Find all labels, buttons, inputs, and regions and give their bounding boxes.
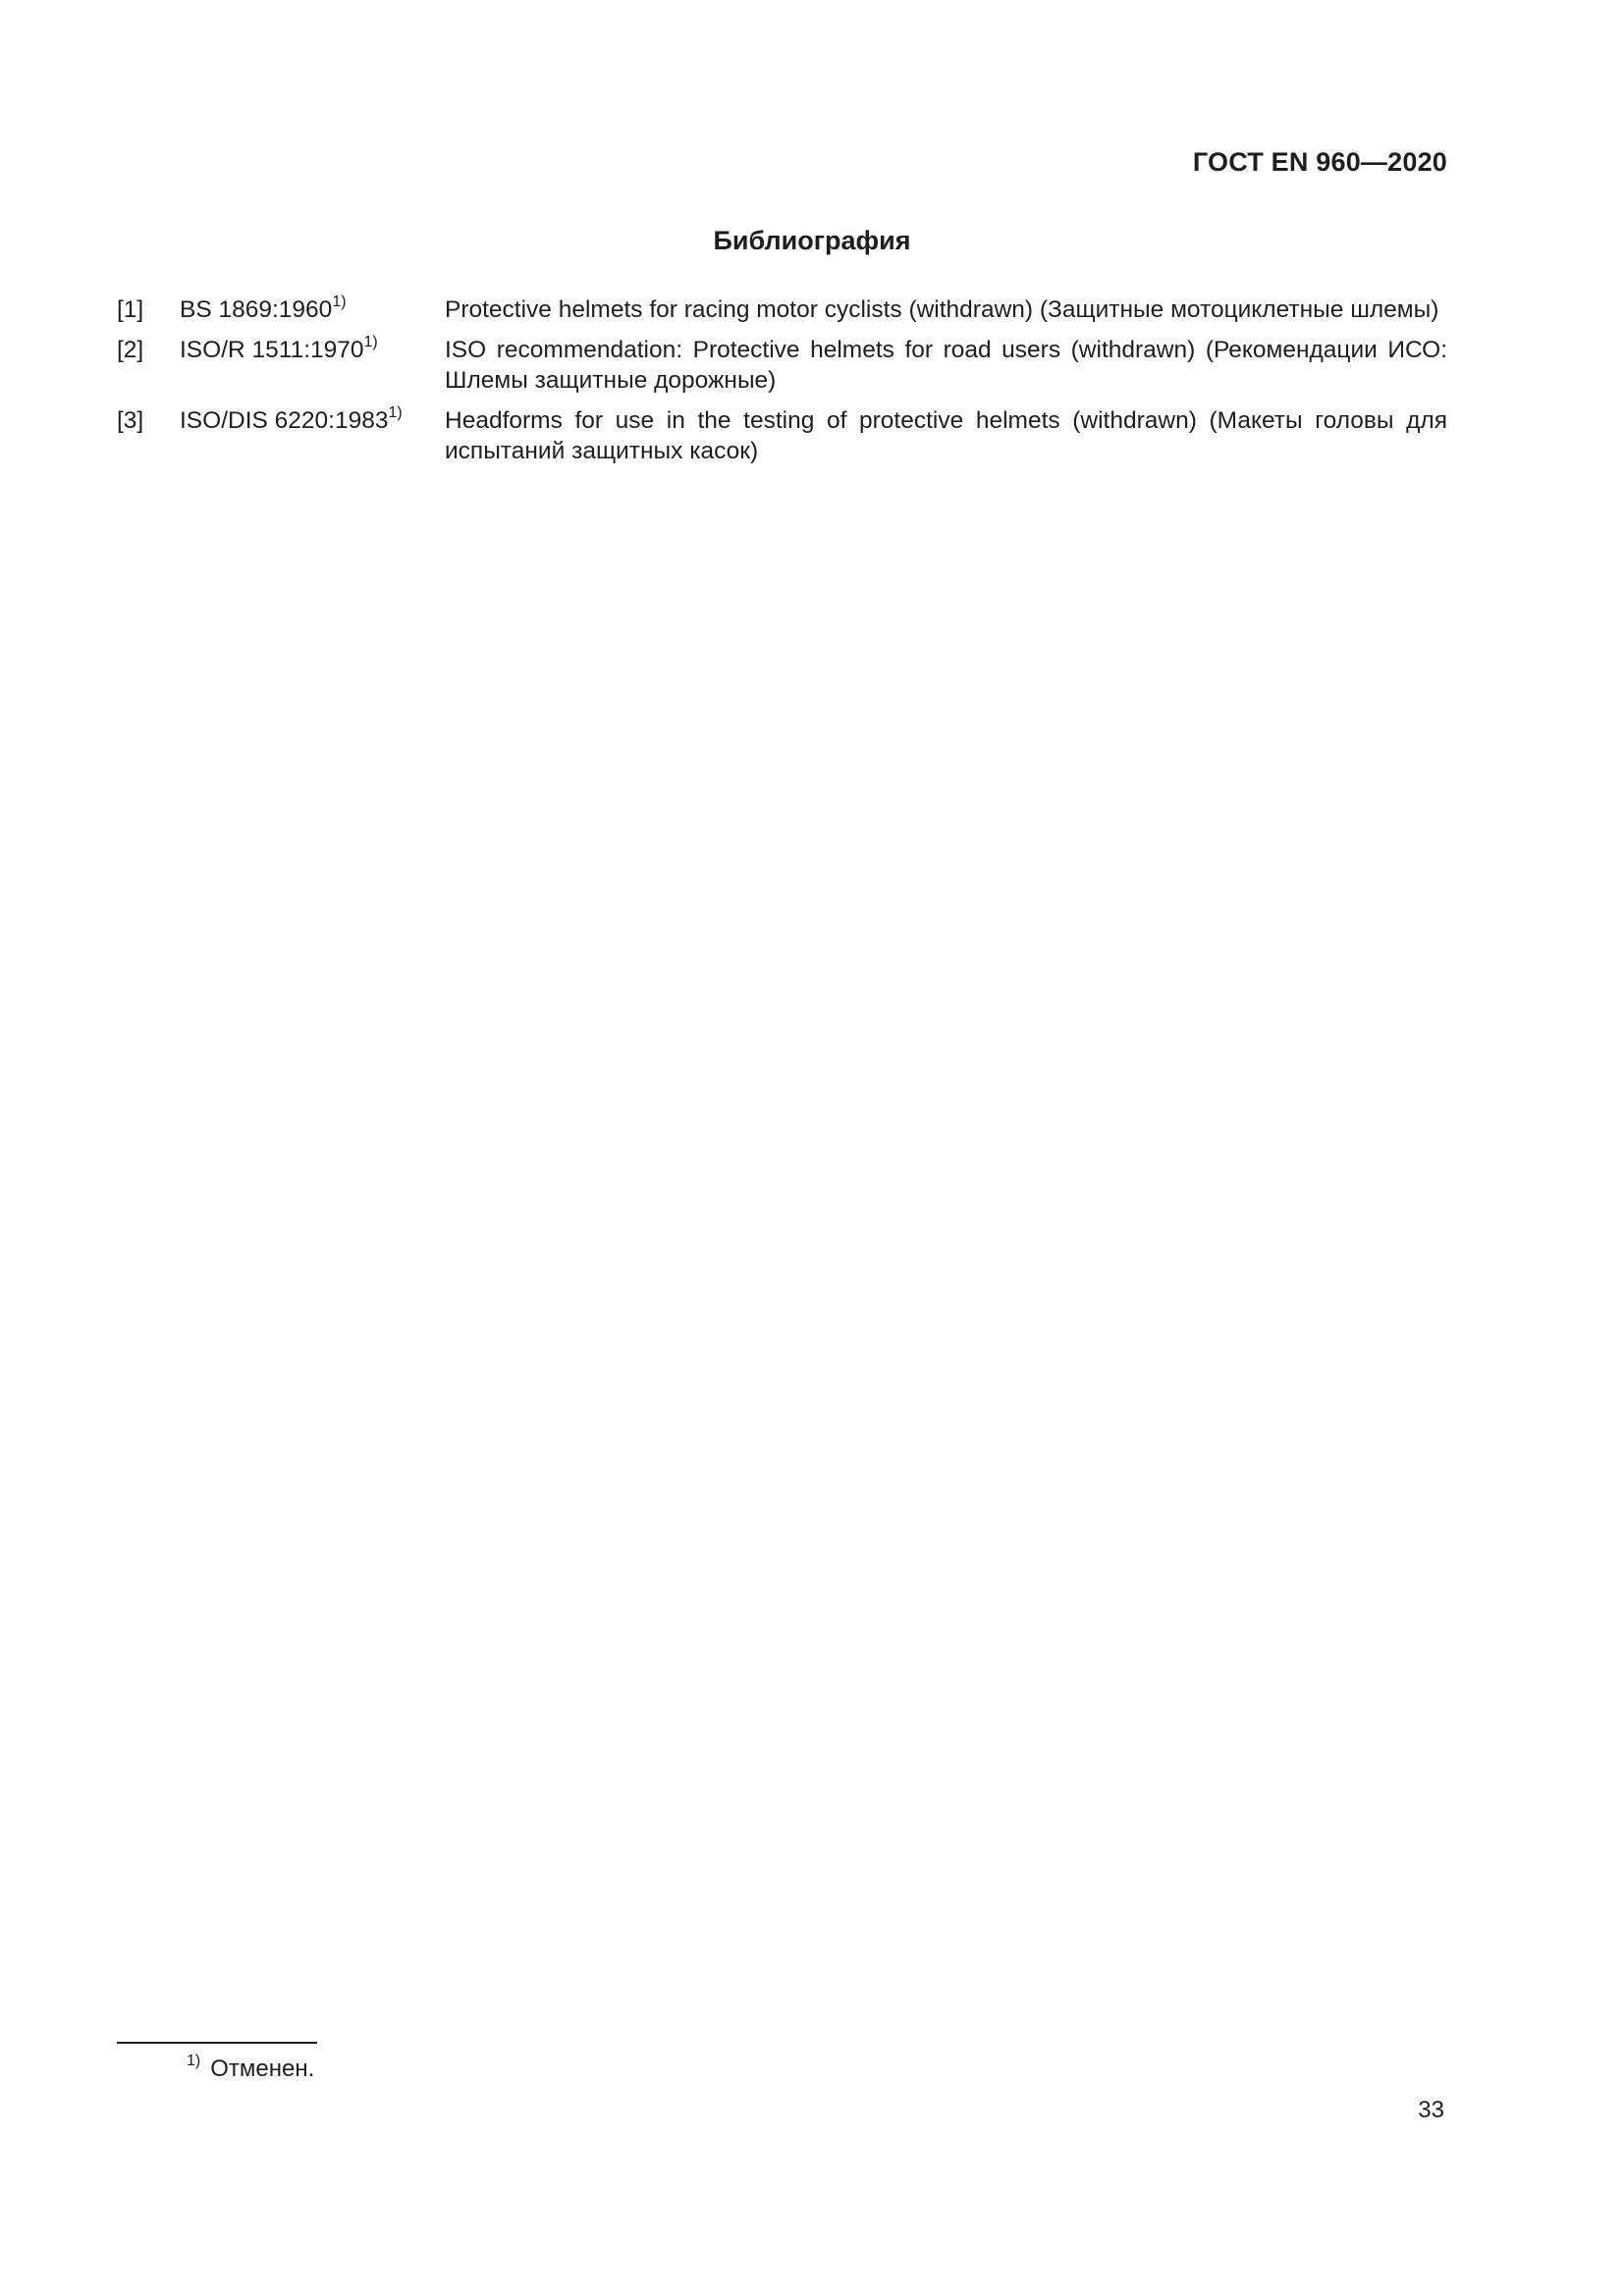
bibliography-entry xyxy=(117,335,1447,396)
bibliography-entry xyxy=(117,405,1447,466)
section-title: Библиография xyxy=(713,226,911,255)
entry-description: Protective helmets for racing motor cyclists (withdrawn) (Защитные мотоциклетные шлемы) xyxy=(445,296,1439,323)
entry-code-text: ISO/R 1511:1970 xyxy=(180,337,364,363)
footnote-marker: 1) xyxy=(388,403,403,421)
entry-number: [2] xyxy=(117,337,144,363)
footnote-text: Отменен. xyxy=(210,2056,315,2082)
entry-code xyxy=(180,294,445,325)
page-number: 33 xyxy=(1418,2097,1444,2123)
footnote-separator xyxy=(117,2042,317,2044)
document-code-header: ГОСТ EN 960—2020 xyxy=(1192,147,1447,177)
footnote xyxy=(187,2053,315,2083)
bibliography-entry xyxy=(117,294,1447,325)
entry-number: [3] xyxy=(117,407,144,434)
footnote-marker: 1) xyxy=(332,293,347,310)
footnote-marker: 1) xyxy=(363,333,378,350)
entry-code-text: BS 1869:1960 xyxy=(180,296,333,323)
entry-code xyxy=(180,335,445,365)
entry-number: [1] xyxy=(117,296,144,323)
bibliography-list xyxy=(117,294,1447,476)
entry-code xyxy=(180,405,445,436)
entry-description: Headforms for use in the testing of protective helmets (withdrawn) (Макеты головы для испытаний защитных касок) xyxy=(445,407,1447,464)
entry-description: ISO recommendation: Protective helmets for road users (withdrawn) (Рекомендации ИСО: Шлемы защитные дорожные) xyxy=(445,337,1447,394)
footnote-marker: 1) xyxy=(187,2053,201,2069)
entry-code-text: ISO/DIS 6220:1983 xyxy=(180,407,389,434)
